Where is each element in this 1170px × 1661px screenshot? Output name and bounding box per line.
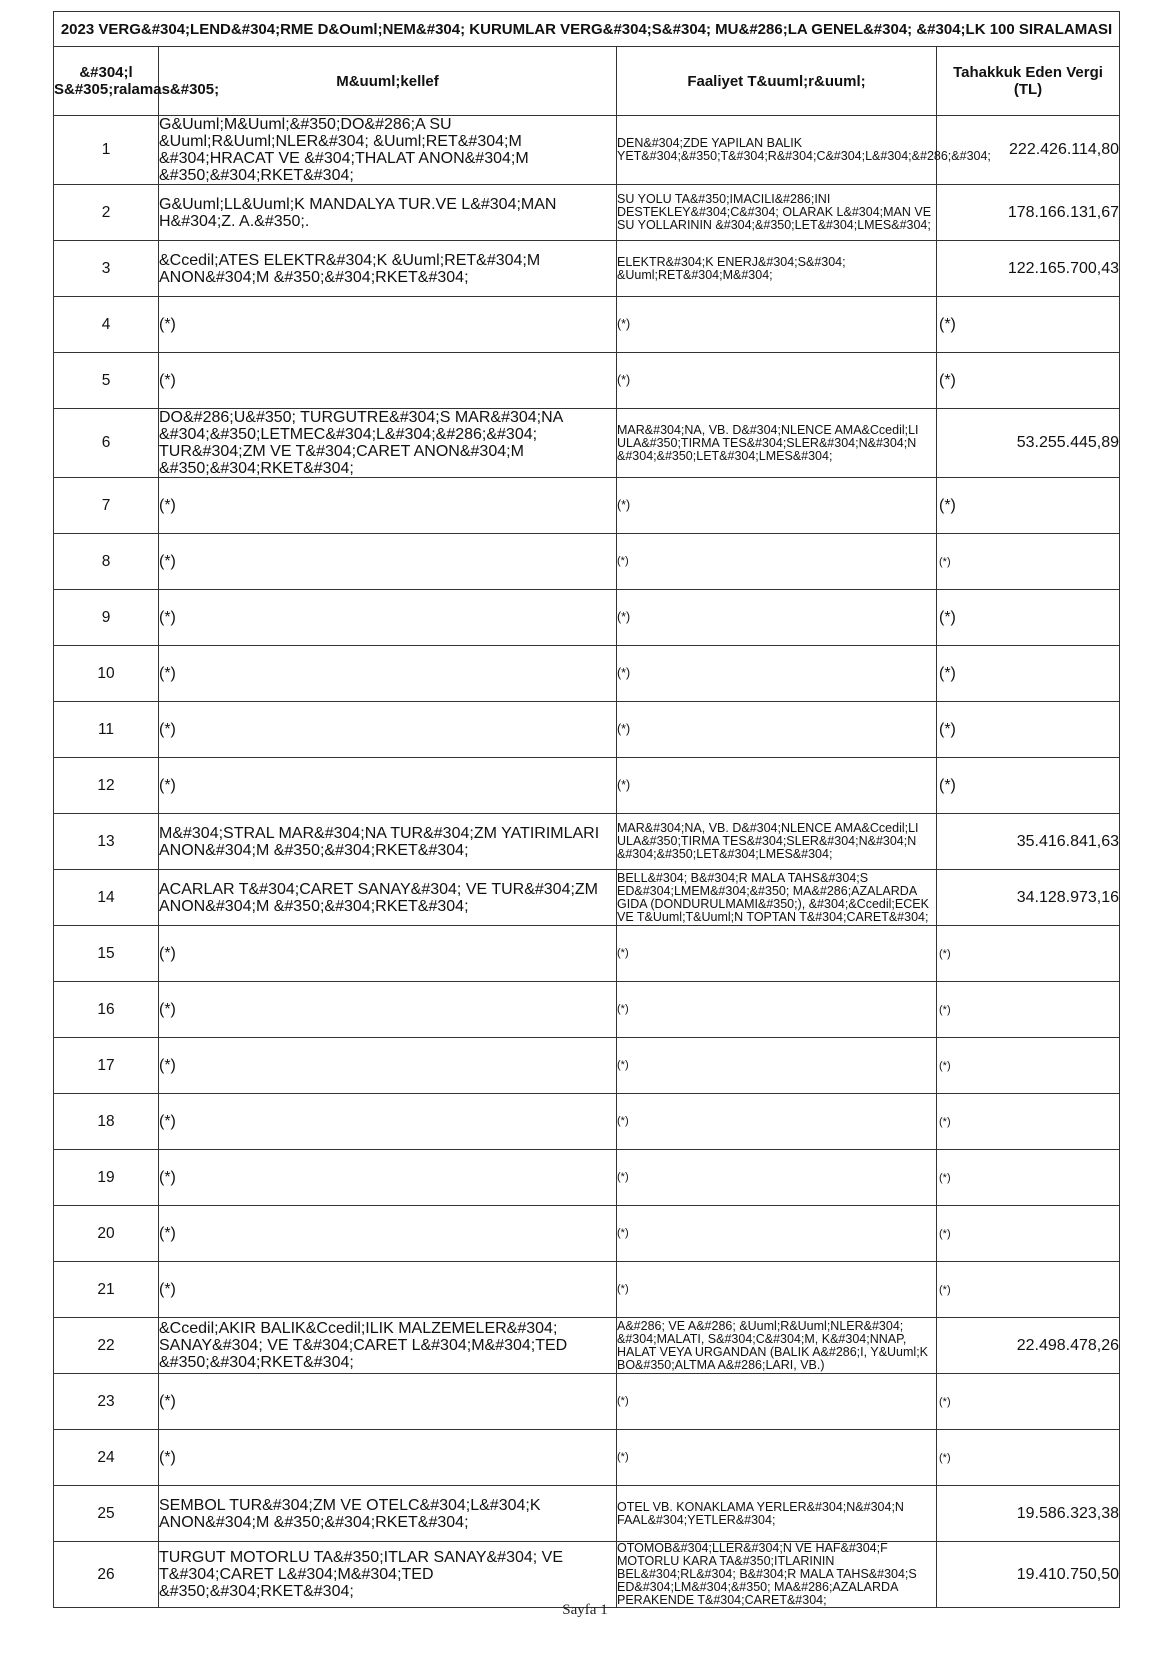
header-row bbox=[54, 47, 1120, 116]
taxpayer-cell: (*) bbox=[159, 1430, 617, 1486]
table-row bbox=[54, 982, 1120, 1038]
table-row bbox=[54, 1038, 1120, 1094]
table-row bbox=[54, 1374, 1120, 1430]
tax-cell: 35.416.841,63 bbox=[937, 814, 1120, 870]
rank-cell: 11 bbox=[54, 702, 159, 758]
tax-cell: (*) bbox=[937, 1094, 1120, 1150]
table-row bbox=[54, 1542, 1120, 1608]
activity-cell: (*) bbox=[617, 1206, 937, 1262]
taxpayer-cell: SEMBOL TUR&#304;ZM VE OTELC&#304;L&#304;K ANON&#304;M &#350;&#304;RKET&#304; bbox=[159, 1486, 617, 1542]
tax-cell: 178.166.131,67 bbox=[937, 185, 1120, 241]
activity-cell: (*) bbox=[617, 1150, 937, 1206]
taxpayer-cell: (*) bbox=[159, 1094, 617, 1150]
taxpayer-cell: &Ccedil;ATES ELEKTR&#304;K &Uuml;RET&#304;M ANON&#304;M &#350;&#304;RKET&#304; bbox=[159, 241, 617, 297]
rank-cell: 6 bbox=[54, 409, 159, 478]
taxpayer-cell: G&Uuml;M&Uuml;&#350;DO&#286;A SU &Uuml;R&Uuml;NLER&#304; &Uuml;RET&#304;M &#304;HRACAT VE &#304;THALAT ANON&#304;M &#350;&#304;RKET&#304; bbox=[159, 116, 617, 185]
taxpayer-cell: (*) bbox=[159, 353, 617, 409]
tax-cell: (*) bbox=[937, 646, 1120, 702]
taxpayer-cell: &Ccedil;AKIR BALIK&Ccedil;ILIK MALZEMELER&#304; SANAY&#304; VE T&#304;CARET L&#304;M&#304;TED &#350;&#304;RKET&#304; bbox=[159, 1318, 617, 1374]
tax-cell: (*) bbox=[937, 982, 1120, 1038]
tax-cell: (*) bbox=[937, 926, 1120, 982]
header-rank: &#304;l S&#305;ralamas&#305; bbox=[54, 47, 159, 116]
tax-cell: (*) bbox=[937, 297, 1120, 353]
rank-cell: 7 bbox=[54, 478, 159, 534]
tax-cell: (*) bbox=[937, 702, 1120, 758]
table-title: 2023 VERG&#304;LEND&#304;RME D&Ouml;NEM&#304; KURUMLAR VERG&#304;S&#304; MU&#286;LA GENEL&#304; &#304;LK 100 SIRALAMASI bbox=[54, 12, 1120, 47]
activity-cell: (*) bbox=[617, 926, 937, 982]
taxpayer-cell: (*) bbox=[159, 1374, 617, 1430]
tax-cell: 122.165.700,43 bbox=[937, 241, 1120, 297]
table-row bbox=[54, 478, 1120, 534]
tax-cell: 19.586.323,38 bbox=[937, 1486, 1120, 1542]
activity-cell: (*) bbox=[617, 534, 937, 590]
tax-cell: 34.128.973,16 bbox=[937, 870, 1120, 926]
rank-cell: 8 bbox=[54, 534, 159, 590]
table-row bbox=[54, 758, 1120, 814]
tax-cell: (*) bbox=[937, 590, 1120, 646]
rank-cell: 19 bbox=[54, 1150, 159, 1206]
rank-cell: 21 bbox=[54, 1262, 159, 1318]
rank-cell: 16 bbox=[54, 982, 159, 1038]
activity-cell: ELEKTR&#304;K ENERJ&#304;S&#304; &Uuml;RET&#304;M&#304; bbox=[617, 241, 937, 297]
activity-cell: SU YOLU TA&#350;IMACILI&#286;INI DESTEKLEY&#304;C&#304; OLARAK L&#304;MAN VE SU YOLLARININ &#304;&#350;LET&#304;LMES&#304; bbox=[617, 185, 937, 241]
tax-cell: (*) bbox=[937, 1150, 1120, 1206]
table-row bbox=[54, 814, 1120, 870]
tax-cell: (*) bbox=[937, 1374, 1120, 1430]
page-footer: Sayfa 1 bbox=[562, 1602, 608, 1618]
taxpayer-cell: (*) bbox=[159, 534, 617, 590]
table-row bbox=[54, 1206, 1120, 1262]
header-activity: Faaliyet T&uuml;r&uuml; bbox=[617, 47, 937, 116]
rank-cell: 10 bbox=[54, 646, 159, 702]
rank-cell: 5 bbox=[54, 353, 159, 409]
taxpayer-cell: (*) bbox=[159, 758, 617, 814]
table-row bbox=[54, 116, 1120, 185]
activity-cell: OTEL VB. KONAKLAMA YERLER&#304;N&#304;N FAAL&#304;YETLER&#304; bbox=[617, 1486, 937, 1542]
tax-cell: 22.498.478,26 bbox=[937, 1318, 1120, 1374]
rank-cell: 14 bbox=[54, 870, 159, 926]
activity-cell: (*) bbox=[617, 982, 937, 1038]
tax-cell: 53.255.445,89 bbox=[937, 409, 1120, 478]
taxpayer-cell: M&#304;STRAL MAR&#304;NA TUR&#304;ZM YATIRIMLARI ANON&#304;M &#350;&#304;RKET&#304; bbox=[159, 814, 617, 870]
activity-cell: (*) bbox=[617, 758, 937, 814]
table-row bbox=[54, 870, 1120, 926]
activity-cell: (*) bbox=[617, 1374, 937, 1430]
header-tax: Tahakkuk Eden Vergi (TL) bbox=[937, 47, 1120, 116]
activity-cell: MAR&#304;NA, VB. D&#304;NLENCE AMA&Ccedil;LI ULA&#350;TIRMA TES&#304;SLER&#304;N&#304;N &#304;&#350;LET&#304;LMES&#304; bbox=[617, 409, 937, 478]
taxpayer-cell: (*) bbox=[159, 478, 617, 534]
tax-cell: (*) bbox=[937, 758, 1120, 814]
table-row bbox=[54, 1318, 1120, 1374]
taxpayer-cell: (*) bbox=[159, 1262, 617, 1318]
table-row bbox=[54, 1486, 1120, 1542]
tax-cell: (*) bbox=[937, 1206, 1120, 1262]
rank-cell: 22 bbox=[54, 1318, 159, 1374]
activity-cell: (*) bbox=[617, 297, 937, 353]
tax-cell: 222.426.114,80 bbox=[937, 116, 1120, 185]
taxpayer-cell: (*) bbox=[159, 926, 617, 982]
activity-cell: (*) bbox=[617, 1094, 937, 1150]
taxpayer-cell: (*) bbox=[159, 1206, 617, 1262]
rank-cell: 12 bbox=[54, 758, 159, 814]
taxpayer-cell: (*) bbox=[159, 1150, 617, 1206]
title-row bbox=[54, 12, 1120, 47]
rank-cell: 18 bbox=[54, 1094, 159, 1150]
table-row bbox=[54, 702, 1120, 758]
tax-cell: (*) bbox=[937, 1430, 1120, 1486]
rank-cell: 13 bbox=[54, 814, 159, 870]
table-row bbox=[54, 1262, 1120, 1318]
taxpayer-cell: (*) bbox=[159, 702, 617, 758]
taxpayer-cell: ACARLAR T&#304;CARET SANAY&#304; VE TUR&#304;ZM ANON&#304;M &#350;&#304;RKET&#304; bbox=[159, 870, 617, 926]
rank-cell: 20 bbox=[54, 1206, 159, 1262]
tax-cell: (*) bbox=[937, 1038, 1120, 1094]
taxpayer-cell: (*) bbox=[159, 297, 617, 353]
table-body bbox=[54, 12, 1120, 1608]
taxpayer-cell: (*) bbox=[159, 1038, 617, 1094]
header-taxpayer: M&uuml;kellef bbox=[159, 47, 617, 116]
taxpayer-cell: DO&#286;U&#350; TURGUTRE&#304;S MAR&#304;NA &#304;&#350;LETMEC&#304;L&#304;&#286;&#304; TUR&#304;ZM VE T&#304;CARET ANON&#304;M &#350;&#304;RKET&#304; bbox=[159, 409, 617, 478]
activity-cell: A&#286; VE A&#286; &Uuml;R&Uuml;NLER&#304; &#304;MALATI, S&#304;C&#304;M, K&#304;NNAP, HALAT VEYA URGANDAN (BALIK A&#286;I, Y&Uuml;K BO&#350;ALTMA A&#286;LARI, VB.) bbox=[617, 1318, 937, 1374]
activity-cell: BELL&#304; B&#304;R MALA TAHS&#304;S ED&#304;LMEM&#304;&#350; MA&#286;AZALARDA GIDA (DONDURULMAMI&#350;), &#304;&Ccedil;ECEK VE T&Uuml;T&Uuml;N TOPTAN T&#304;CARET&#304; bbox=[617, 870, 937, 926]
rank-cell: 17 bbox=[54, 1038, 159, 1094]
table-row bbox=[54, 1094, 1120, 1150]
rank-cell: 23 bbox=[54, 1374, 159, 1430]
rank-cell: 2 bbox=[54, 185, 159, 241]
table-row bbox=[54, 409, 1120, 478]
ranking-table bbox=[53, 11, 1120, 1608]
activity-cell: (*) bbox=[617, 702, 937, 758]
tax-cell: (*) bbox=[937, 1262, 1120, 1318]
activity-cell: (*) bbox=[617, 646, 937, 702]
table-row bbox=[54, 534, 1120, 590]
taxpayer-cell: (*) bbox=[159, 646, 617, 702]
table-row bbox=[54, 590, 1120, 646]
table-row bbox=[54, 1150, 1120, 1206]
tax-cell: (*) bbox=[937, 353, 1120, 409]
taxpayer-cell: G&Uuml;LL&Uuml;K MANDALYA TUR.VE L&#304;MAN H&#304;Z. A.&#350;. bbox=[159, 185, 617, 241]
activity-cell: (*) bbox=[617, 590, 937, 646]
activity-cell: (*) bbox=[617, 478, 937, 534]
table-row bbox=[54, 297, 1120, 353]
taxpayer-cell: (*) bbox=[159, 590, 617, 646]
table-row bbox=[54, 926, 1120, 982]
rank-cell: 24 bbox=[54, 1430, 159, 1486]
rank-cell: 4 bbox=[54, 297, 159, 353]
table-row bbox=[54, 1430, 1120, 1486]
table-row bbox=[54, 646, 1120, 702]
taxpayer-cell: (*) bbox=[159, 982, 617, 1038]
tax-cell: 19.410.750,50 bbox=[937, 1542, 1120, 1608]
tax-cell: (*) bbox=[937, 534, 1120, 590]
rank-cell: 25 bbox=[54, 1486, 159, 1542]
rank-cell: 15 bbox=[54, 926, 159, 982]
tax-cell: (*) bbox=[937, 478, 1120, 534]
activity-cell: (*) bbox=[617, 1262, 937, 1318]
taxpayer-cell: TURGUT MOTORLU TA&#350;ITLAR SANAY&#304; VE T&#304;CARET L&#304;M&#304;TED &#350;&#304;RKET&#304; bbox=[159, 1542, 617, 1608]
rank-cell: 3 bbox=[54, 241, 159, 297]
activity-cell: (*) bbox=[617, 1430, 937, 1486]
activity-cell: MAR&#304;NA, VB. D&#304;NLENCE AMA&Ccedil;LI ULA&#350;TIRMA TES&#304;SLER&#304;N&#304;N &#304;&#350;LET&#304;LMES&#304; bbox=[617, 814, 937, 870]
rank-cell: 26 bbox=[54, 1542, 159, 1608]
table-row bbox=[54, 241, 1120, 297]
table-row bbox=[54, 353, 1120, 409]
rank-cell: 9 bbox=[54, 590, 159, 646]
activity-cell: DEN&#304;ZDE YAPILAN BALIK YET&#304;&#350;T&#304;R&#304;C&#304;L&#304;&#286;&#304; bbox=[617, 116, 937, 185]
activity-cell: OTOMOB&#304;LLER&#304;N VE HAF&#304;F MOTORLU KARA TA&#350;ITLARININ BEL&#304;RL&#304; B&#304;R MALA TAHS&#304;S ED&#304;LM&#304;&#350; MA&#286;AZALARDA PERAKENDE T&#304;CARET&#304; bbox=[617, 1542, 937, 1608]
rank-cell: 1 bbox=[54, 116, 159, 185]
table-row bbox=[54, 185, 1120, 241]
activity-cell: (*) bbox=[617, 353, 937, 409]
activity-cell: (*) bbox=[617, 1038, 937, 1094]
